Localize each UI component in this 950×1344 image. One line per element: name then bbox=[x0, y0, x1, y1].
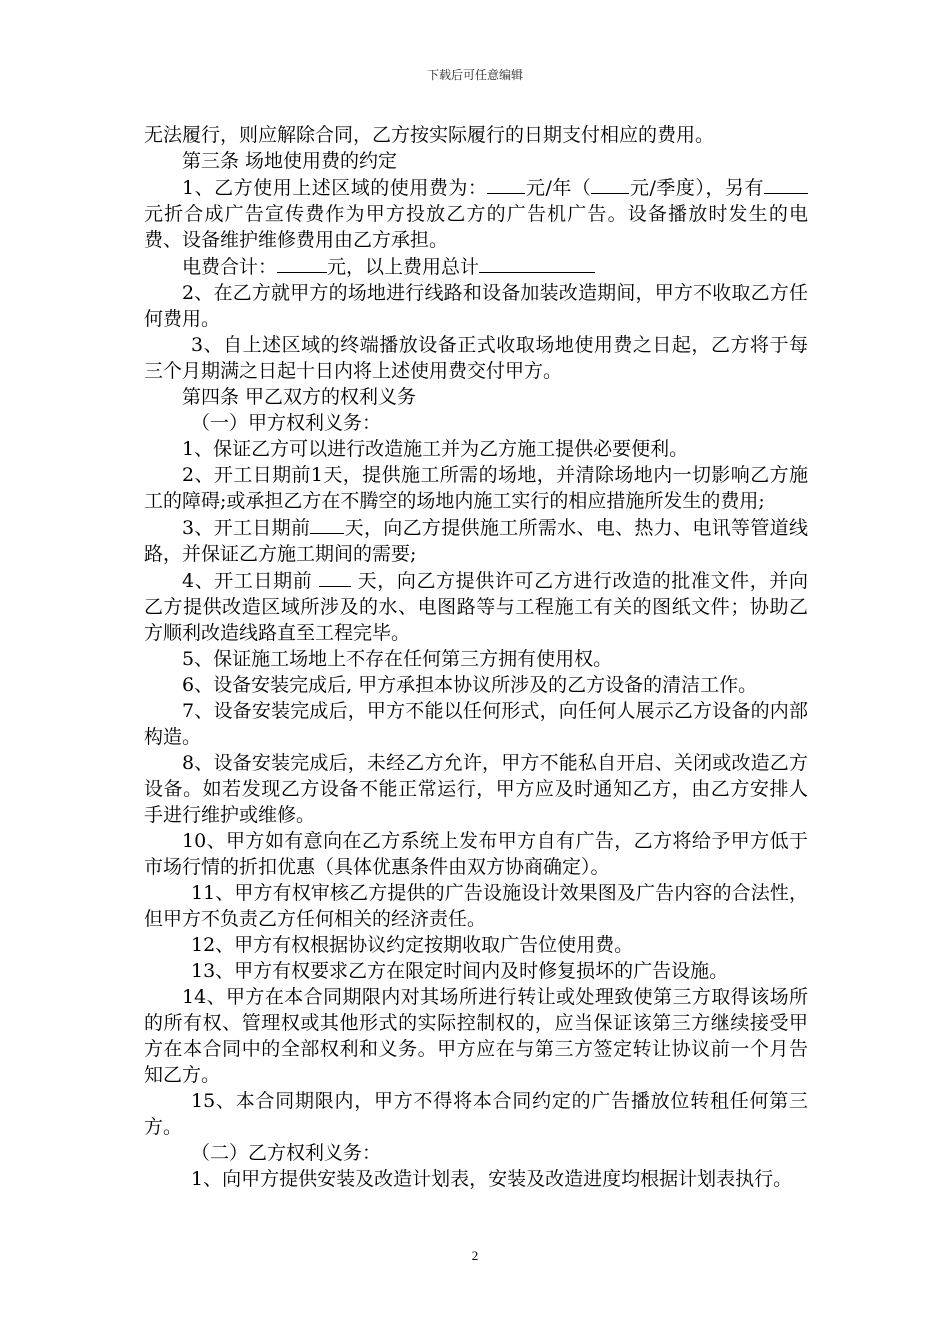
blank-field bbox=[479, 253, 595, 273]
article-heading: 第四条 甲乙双方的权利义务 bbox=[182, 386, 417, 408]
blank-field bbox=[277, 253, 327, 273]
paragraph: 15、本合同期限内，甲方不得将本合同约定的广告播放位转租任何第三方。 bbox=[144, 1090, 808, 1138]
page-header: 下载后可任意编辑 bbox=[426, 68, 523, 82]
blank-field bbox=[487, 174, 525, 194]
paragraph: 10、甲方如有意向在乙方系统上发布甲方自有广告，乙方将给予甲方低于市场行情的折扣优惠（具体优惠条件由双方协商确定）。 bbox=[144, 830, 808, 878]
paragraph: 2、开工日期前1天，提供施工所需的场地，并清除场地内一切影响乙方施工的障碍;或承担乙方在不腾空的场地内施工实行的相应措施所发生的费用; bbox=[144, 464, 808, 512]
blank-field bbox=[591, 174, 629, 194]
section-heading: （二）乙方权利义务： bbox=[191, 1142, 382, 1164]
paragraph: 1、乙方使用上述区域的使用费为： 元/年（ 元/季度），另有元折合成广告宣传费作为甲方投放乙方的广告机广告。设备播放时发生的电费、设备维护维修费用由乙方承担。 bbox=[144, 174, 808, 253]
paragraph: 8、设备安装完成后，未经乙方允许，甲方不能私自开启、关闭或改造乙方设备。如若发现乙方设备不能正常运行，甲方应及时通知乙方，由乙方安排人手进行维护或维修。 bbox=[144, 752, 808, 826]
paragraph: 12、甲方有权根据协议约定按期收取广告位使用费。 bbox=[191, 934, 634, 956]
paragraph: 1、向甲方提供安装及改造计划表，安装及改造进度均根据计划表执行。 bbox=[191, 1168, 793, 1190]
paragraph: 1、保证乙方可以进行改造施工并为乙方施工提供必要便利。 bbox=[182, 438, 689, 460]
article-heading: 第三条 场地使用费的约定 bbox=[182, 150, 398, 172]
page-number: 2 bbox=[471, 1248, 479, 1263]
document-body bbox=[144, 122, 808, 1192]
paragraph: 2、在乙方就甲方的场地进行线路和设备加装改造期间，甲方不收取乙方任何费用。 bbox=[144, 282, 808, 330]
paragraph: 5、保证施工场地上不存在任何第三方拥有使用权。 bbox=[182, 648, 613, 670]
blank-field bbox=[764, 174, 808, 194]
paragraph: 14、甲方在本合同期限内对其场所进行转让或处理致使第三方取得该场所的所有权、管理权或其他形式的实际控制权的，应当保证该第三方继续接受甲方在本合同中的全部权利和义务。甲方应在与第三方签定转让协议前一个月告知乙方。 bbox=[144, 986, 808, 1086]
paragraph: 11、甲方有权审核乙方提供的广告设施设计效果图及广告内容的合法性，但甲方不负责乙方任何相关的经济责任。 bbox=[144, 882, 808, 930]
section-heading: （一）甲方权利义务： bbox=[191, 412, 382, 434]
paragraph: 3、开工日期前 天，向乙方提供施工所需水、电、热力、电讯等管道线路，并保证乙方施工期间的需要; bbox=[144, 514, 808, 567]
blank-field bbox=[319, 567, 351, 587]
paragraph: 13、甲方有权要求乙方在限定时间内及时修复损坏的广告设施。 bbox=[191, 960, 729, 982]
paragraph: 6、设备安装完成后, 甲方承担本协议所涉及的乙方设备的清洁工作。 bbox=[182, 674, 758, 696]
paragraph: 7、设备安装完成后，甲方不能以任何形式，向任何人展示乙方设备的内部构造。 bbox=[144, 700, 808, 748]
blank-field bbox=[310, 514, 344, 534]
paragraph: 无法履行，则应解除合同，乙方按实际履行的日期支付相应的费用。 bbox=[144, 124, 715, 146]
paragraph: 4、开工日期前 天，向乙方提供许可乙方进行改造的批准文件，并向乙方提供改造区域所涉及的水、电图路等与工程施工有关的图纸文件；协助乙方顺利改造线路直至工程完毕。 bbox=[144, 567, 808, 646]
paragraph: 电费合计： 元，以上费用总计 bbox=[144, 253, 808, 280]
paragraph: 3、自上述区域的终端播放设备正式收取场地使用费之日起，乙方将于每三个月期满之日起十日内将上述使用费交付甲方。 bbox=[144, 334, 808, 382]
